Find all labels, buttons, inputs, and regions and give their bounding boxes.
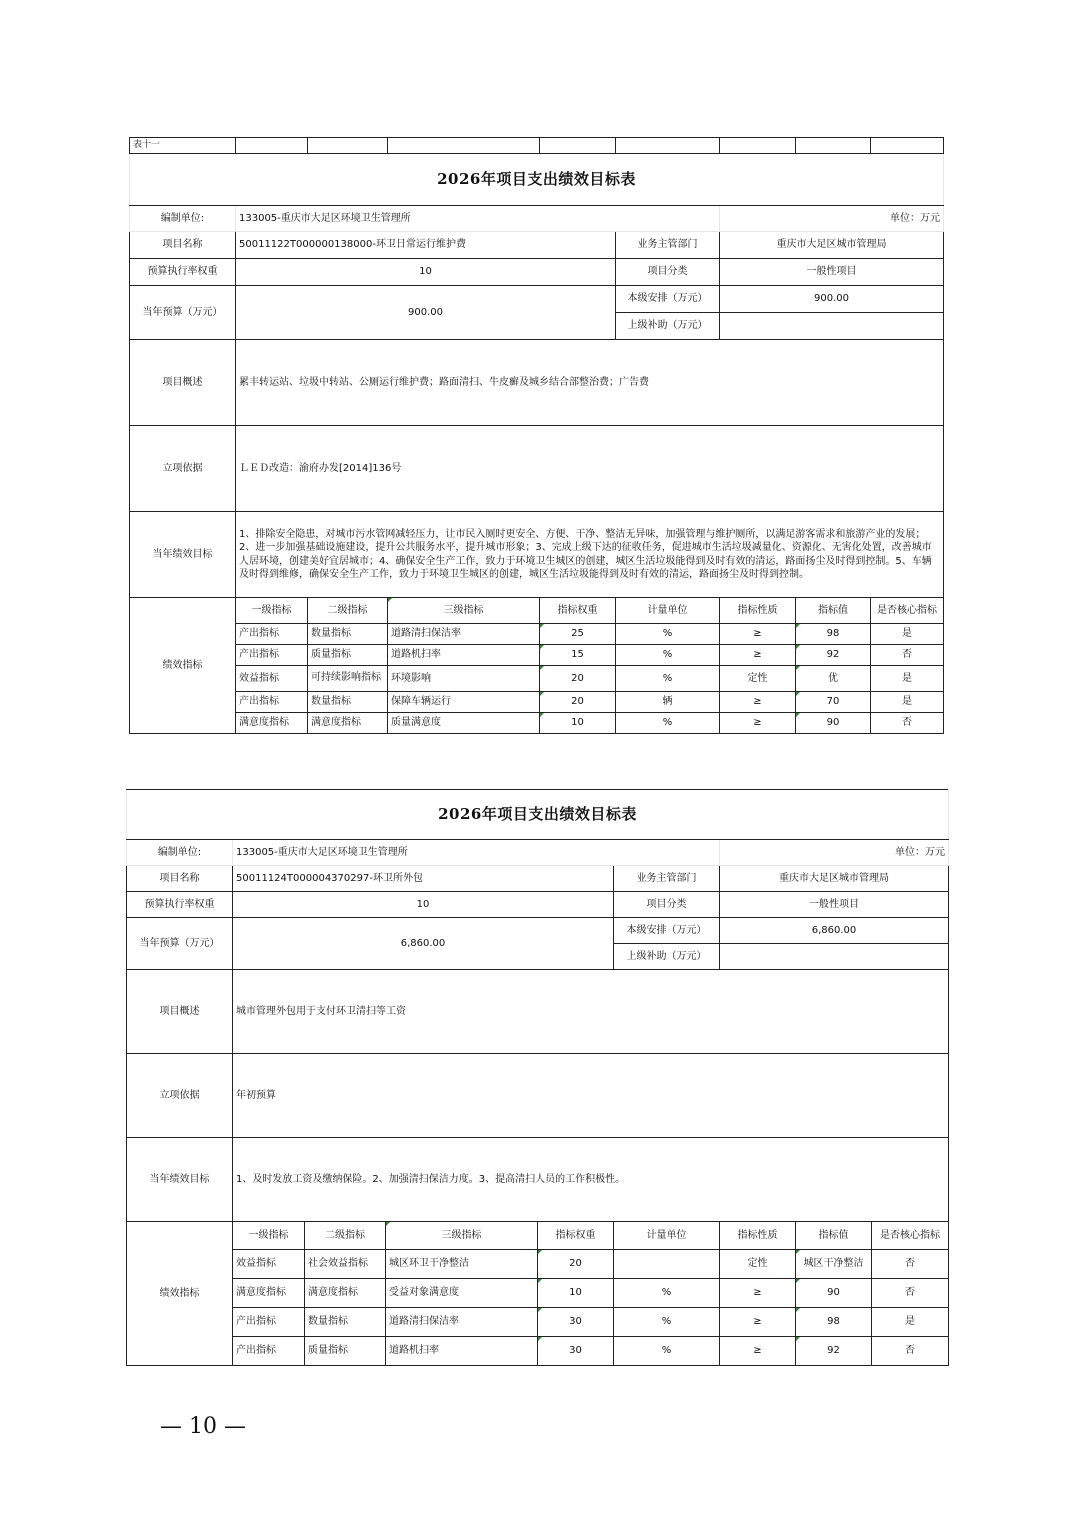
dept-label: 业务主管部门	[616, 232, 720, 259]
budget-value: 900.00	[236, 286, 616, 340]
cell: %	[616, 624, 720, 645]
header-cell: 三级指标	[386, 1222, 538, 1250]
header-cell: 一级指标	[233, 1222, 305, 1250]
weight-value: 10	[236, 259, 616, 286]
cell: 是	[872, 1308, 949, 1337]
header-cell: 是否核心指标	[872, 1222, 949, 1250]
cell: 98	[796, 624, 871, 645]
cell: %	[616, 666, 720, 692]
table-row	[127, 1279, 949, 1308]
budget-label: 当年预算（万元）	[127, 918, 233, 970]
header-cell: 三级指标	[388, 598, 540, 624]
category-label: 项目分类	[616, 259, 720, 286]
table-row	[130, 713, 944, 734]
unit-label: 编制单位:	[130, 206, 236, 232]
cell: 定性	[720, 1250, 796, 1279]
cell: 质量指标	[305, 1337, 386, 1366]
header-cell: 指标性质	[720, 1222, 796, 1250]
cell: 产出指标	[233, 1308, 305, 1337]
table-number: 表十一	[130, 138, 236, 154]
local-value: 6,860.00	[720, 918, 949, 944]
cell: %	[616, 645, 720, 666]
subsidy-label: 上级补助（万元）	[616, 313, 720, 340]
cell: 是	[871, 692, 944, 713]
cell: 否	[872, 1337, 949, 1366]
cell: 产出指标	[233, 1337, 305, 1366]
header-cell: 计量单位	[614, 1222, 720, 1250]
header-cell: 指标权重	[540, 598, 616, 624]
table-title: 2026年项目支出绩效目标表	[130, 154, 944, 206]
cell: 优	[796, 666, 871, 692]
cell: 15	[540, 645, 616, 666]
category-value: 一般性项目	[720, 259, 944, 286]
table-row	[127, 1250, 949, 1279]
cell: ≥	[720, 1279, 796, 1308]
local-label: 本级安排（万元）	[616, 286, 720, 313]
table-row	[130, 692, 944, 713]
table-row	[130, 624, 944, 645]
cell: 保障车辆运行	[388, 692, 540, 713]
header-cell: 二级指标	[305, 1222, 386, 1250]
subsidy-value	[720, 313, 944, 340]
header-cell: 指标性质	[720, 598, 796, 624]
perf-table	[126, 789, 949, 1366]
unit-label: 编制单位:	[127, 840, 233, 866]
currency-label: 单位：万元	[720, 840, 949, 866]
cell: 效益指标	[236, 666, 308, 692]
overview-text: 累丰转运站、垃圾中转站、公厕运行维护费；路面清扫、牛皮癣及城乡结合部整治费；广告费	[236, 340, 944, 426]
cell: 否	[872, 1250, 949, 1279]
dept-value: 重庆市大足区城市管理局	[720, 232, 944, 259]
cell: 受益对象满意度	[386, 1279, 538, 1308]
subsidy-value	[720, 944, 949, 970]
cell: 92	[796, 645, 871, 666]
project-name-label: 项目名称	[130, 232, 236, 259]
header-cell: 二级指标	[308, 598, 388, 624]
basis-label: 立项依据	[127, 1054, 233, 1138]
header-cell: 指标值	[796, 598, 871, 624]
header-cell: 指标权重	[538, 1222, 614, 1250]
cell: 20	[540, 666, 616, 692]
cell: 城区干净整洁	[796, 1250, 872, 1279]
perf-table	[129, 137, 944, 734]
basis-text: ＬＥＤ改造：渝府办发[2014]136号	[236, 426, 944, 512]
basis-text: 年初预算	[233, 1054, 949, 1138]
project-name: 50011124T000004370297-环卫所外包	[233, 866, 614, 892]
cell: 10	[538, 1279, 614, 1308]
cell: 10	[540, 713, 616, 734]
cell: ≥	[720, 645, 796, 666]
project-name: 50011122T000000138000-环卫日常运行维护费	[236, 232, 616, 259]
cell: ≥	[720, 624, 796, 645]
overview-label: 项目概述	[127, 970, 233, 1054]
local-label: 本级安排（万元）	[614, 918, 720, 944]
cell: 城区环卫干净整洁	[386, 1250, 538, 1279]
cell: 产出指标	[236, 645, 308, 666]
cell: %	[616, 713, 720, 734]
cell: %	[614, 1308, 720, 1337]
cell: 20	[538, 1250, 614, 1279]
cell: 92	[796, 1337, 872, 1366]
budget-value: 6,860.00	[233, 918, 614, 970]
cell: 产出指标	[236, 624, 308, 645]
cell: 20	[540, 692, 616, 713]
overview-label: 项目概述	[130, 340, 236, 426]
cell: 产出指标	[236, 692, 308, 713]
cell: 70	[796, 692, 871, 713]
cell: ≥	[720, 1308, 796, 1337]
budget-label: 当年预算（万元）	[130, 286, 236, 340]
weight-value: 10	[233, 892, 614, 918]
cell: 否	[871, 645, 944, 666]
cell: 满意度指标	[233, 1279, 305, 1308]
basis-label: 立项依据	[130, 426, 236, 512]
cell: 满意度指标	[305, 1279, 386, 1308]
weight-label: 预算执行率权重	[130, 259, 236, 286]
indicator-label: 绩效指标	[130, 598, 236, 734]
cell: 30	[538, 1337, 614, 1366]
unit-value: 133005-重庆市大足区环境卫生管理所	[236, 206, 720, 232]
cell: 满意度指标	[236, 713, 308, 734]
cell: 是	[871, 624, 944, 645]
table-row	[130, 645, 944, 666]
local-value: 900.00	[720, 286, 944, 313]
category-label: 项目分类	[614, 892, 720, 918]
cell: 30	[538, 1308, 614, 1337]
cell: 道路机扫率	[388, 645, 540, 666]
cell: 道路清扫保洁率	[388, 624, 540, 645]
currency-label: 单位：万元	[720, 206, 944, 232]
cell: 25	[540, 624, 616, 645]
unit-value: 133005-重庆市大足区环境卫生管理所	[233, 840, 720, 866]
perf-table-1	[129, 137, 943, 734]
cell: 90	[796, 713, 871, 734]
cell: 质量指标	[308, 645, 388, 666]
cell	[614, 1250, 720, 1279]
cell: ≥	[720, 692, 796, 713]
indicator-label: 绩效指标	[127, 1222, 233, 1366]
header-cell: 一级指标	[236, 598, 308, 624]
category-value: 一般性项目	[720, 892, 949, 918]
header-cell: 是否核心指标	[871, 598, 944, 624]
goal-label: 当年绩效目标	[130, 512, 236, 598]
table-title: 2026年项目支出绩效目标表	[127, 790, 949, 840]
cell: 满意度指标	[308, 713, 388, 734]
cell: 数量指标	[308, 692, 388, 713]
weight-label: 预算执行率权重	[127, 892, 233, 918]
perf-table-2	[126, 789, 948, 1366]
table-row	[130, 666, 944, 692]
cell: %	[614, 1337, 720, 1366]
cell: 社会效益指标	[305, 1250, 386, 1279]
dept-label: 业务主管部门	[614, 866, 720, 892]
cell: 数量指标	[308, 624, 388, 645]
page-number: — 10 —	[160, 1414, 246, 1439]
goal-text: 1、及时发放工资及缴纳保险。2、加强清扫保洁力度。3、提高清扫人员的工作积极性。	[233, 1138, 949, 1222]
cell: 90	[796, 1279, 872, 1308]
table-row	[127, 1337, 949, 1366]
cell: 质量满意度	[388, 713, 540, 734]
cell: 定性	[720, 666, 796, 692]
cell: 可持续影响指标	[308, 666, 388, 692]
cell: 是	[871, 666, 944, 692]
dept-value: 重庆市大足区城市管理局	[720, 866, 949, 892]
subsidy-label: 上级补助（万元）	[614, 944, 720, 970]
cell: 辆	[616, 692, 720, 713]
cell: 数量指标	[305, 1308, 386, 1337]
header-cell: 计量单位	[616, 598, 720, 624]
cell: 否	[872, 1279, 949, 1308]
cell: 否	[871, 713, 944, 734]
cell: 效益指标	[233, 1250, 305, 1279]
cell: 道路机扫率	[386, 1337, 538, 1366]
goal-text: 1、排除安全隐患，对城市污水管网减轻压力，让市民入厕时更安全、方便、干净、整洁无异味，加强管理与维护厕所，以满足游客需求和旅游产业的发展；2、进一步加强基础设施建设，提升公共服务水平，提升城市形象；3、完成上级下达的征收任务，促进城市生活垃圾减量化、资源化、无害化处置，改善城市人居环境，创建美好宜居城市；4、确保安全生产工作，致力于环境卫生城区的创建，城区生活垃圾能得到及时有效的清运，路面扬尘及时得到控制。5、车辆及时得到维修，确保安全生产工作，致力于环境卫生城区的创建，城区生活垃圾能得到及时有效的清运，路面扬尘及时得到控制。	[236, 512, 944, 598]
table-row	[127, 1308, 949, 1337]
goal-label: 当年绩效目标	[127, 1138, 233, 1222]
header-cell: 指标值	[796, 1222, 872, 1250]
cell: %	[614, 1279, 720, 1308]
cell: 98	[796, 1308, 872, 1337]
cell: ≥	[720, 1337, 796, 1366]
cell: ≥	[720, 713, 796, 734]
cell: 环境影响	[388, 666, 540, 692]
overview-text: 城市管理外包用于支付环卫清扫等工资	[233, 970, 949, 1054]
project-name-label: 项目名称	[127, 866, 233, 892]
cell: 道路清扫保洁率	[386, 1308, 538, 1337]
